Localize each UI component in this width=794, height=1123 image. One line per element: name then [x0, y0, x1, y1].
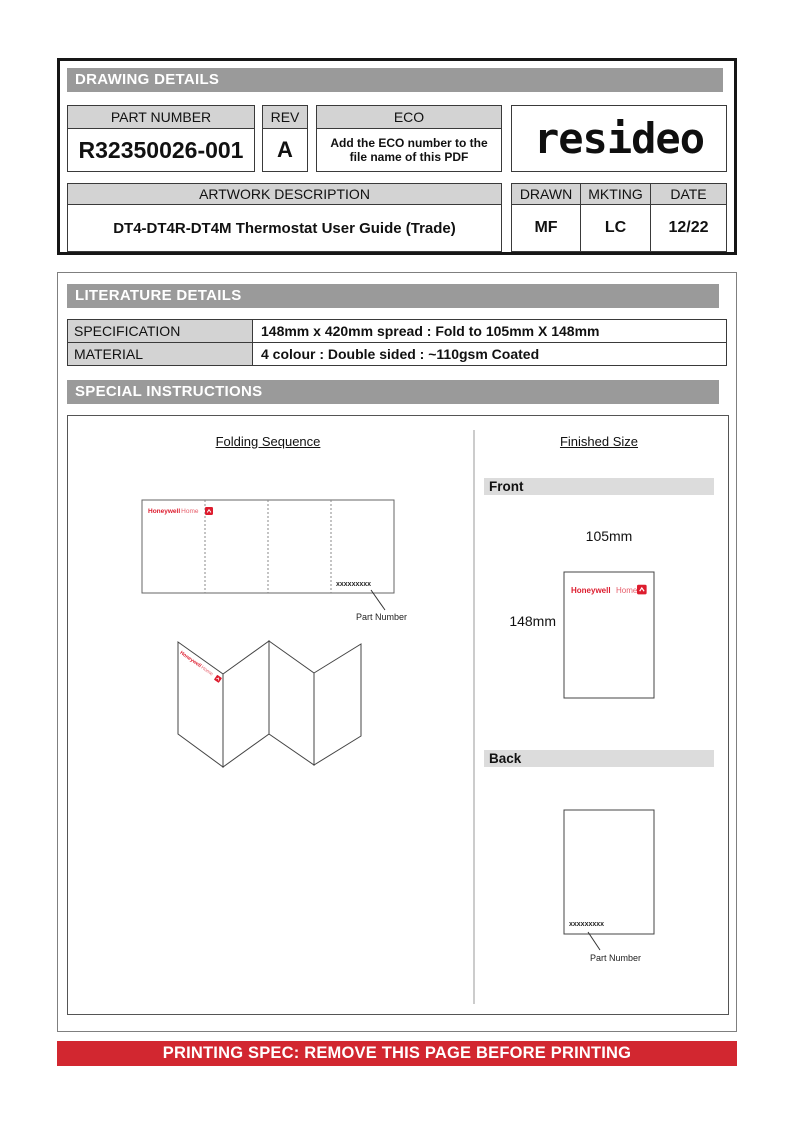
spread-part-number-callout: Part Number	[356, 612, 408, 622]
printing-spec-warning-bar: PRINTING SPEC: REMOVE THIS PAGE BEFORE PRINTING	[57, 1041, 737, 1066]
front-width-dimension: 105mm	[585, 528, 633, 544]
honeywell-wordmark: Honeywell	[178, 650, 203, 670]
back-part-number-mark: xxxxxxxxx	[569, 921, 605, 928]
drawn-label: DRAWN	[511, 183, 581, 205]
special-instructions-header: SPECIAL INSTRUCTIONS	[67, 380, 719, 404]
resideo-logo-box	[511, 105, 727, 172]
front-height-dimension: 148mm	[509, 613, 556, 629]
honeywell-wordmark: Honeywell	[571, 586, 611, 595]
home-wordmark: Home	[181, 507, 199, 515]
mkting-value: LC	[580, 204, 651, 252]
specification-value: 148mm x 420mm spread : Fold to 105mm X 148mm	[252, 319, 727, 343]
folding-sequence-title: Folding Sequence	[215, 434, 321, 449]
drawn-value: MF	[511, 204, 581, 252]
brand-wordmark	[571, 580, 637, 598]
resideo-mark-icon	[637, 584, 647, 595]
home-wordmark: Home	[616, 586, 638, 595]
specification-label: SPECIFICATION	[67, 319, 253, 343]
back-section-label: Back	[484, 750, 714, 767]
artwork-description-label: ARTWORK DESCRIPTION	[67, 183, 502, 205]
finished-size-title: Finished Size	[559, 434, 639, 449]
accordion-panel-1	[178, 642, 223, 767]
spread-part-number-mark: xxxxxxxxx	[336, 581, 372, 588]
special-instructions-diagram	[67, 415, 729, 1015]
material-value: 4 colour : Double sided : ~110gsm Coated	[252, 342, 727, 366]
literature-details-section	[57, 272, 737, 1032]
date-value: 12/22	[650, 204, 727, 252]
accordion-panel-2	[223, 641, 269, 767]
back-part-number-callout: Part Number	[590, 953, 642, 963]
literature-details-header: LITERATURE DETAILS	[67, 284, 719, 308]
back-cover-outline	[564, 810, 654, 934]
front-cover-brand-logo	[571, 580, 647, 598]
accordion-panel-3	[269, 641, 314, 765]
front-section-label: Front	[484, 478, 714, 495]
date-label: DATE	[650, 183, 727, 205]
accordion-panel-4	[314, 644, 361, 765]
part-number-value: R32350026-001	[67, 128, 255, 172]
artwork-description-value: DT4-DT4R-DT4M Thermostat User Guide (Trade)	[67, 204, 502, 252]
home-wordmark: Home	[199, 664, 215, 678]
resideo-mark-icon	[205, 507, 213, 515]
drawing-details-section	[57, 58, 737, 255]
material-label: MATERIAL	[67, 342, 253, 366]
resideo-logo: resideo	[533, 114, 704, 163]
eco-note: Add the ECO number to the file name of this PDF	[316, 128, 502, 172]
eco-label: ECO	[316, 105, 502, 129]
part-number-leader-line-back	[588, 932, 600, 950]
drawing-details-header: DRAWING DETAILS	[67, 68, 723, 92]
rev-label: REV	[262, 105, 308, 129]
mkting-label: MKTING	[580, 183, 651, 205]
rev-value: A	[262, 128, 308, 172]
spread-brand-logo	[148, 507, 213, 515]
diagram-artwork	[68, 416, 726, 1012]
part-number-label: PART NUMBER	[67, 105, 255, 129]
honeywell-wordmark: Honeywell	[148, 507, 181, 515]
